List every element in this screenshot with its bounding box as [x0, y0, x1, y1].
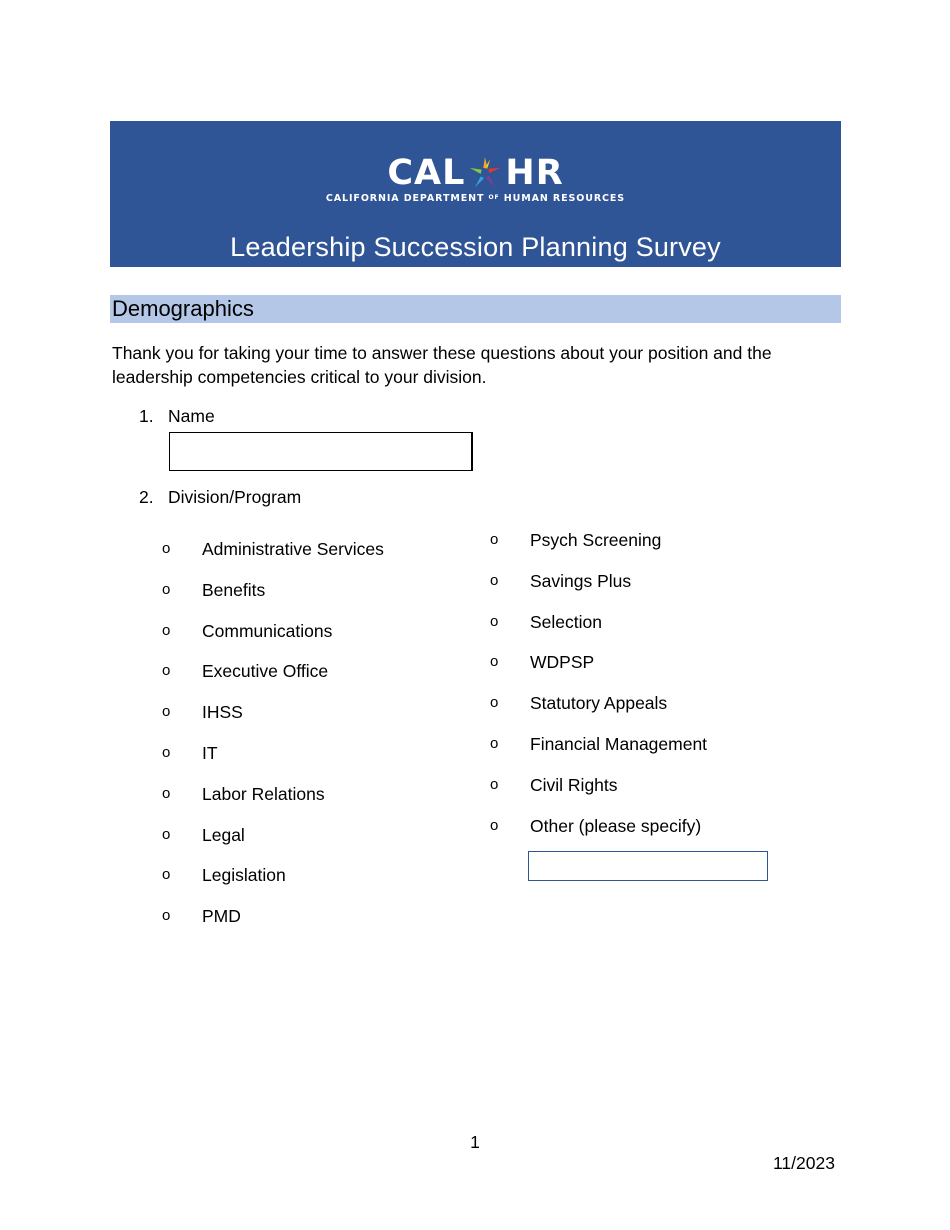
question-label-name: Name	[168, 406, 215, 426]
intro-text: Thank you for taking your time to answer these questions about your position and the leadership competencies critical to your division.	[112, 343, 772, 387]
radio-circle-icon[interactable]: o	[162, 703, 171, 721]
division-option-label: Financial Management	[530, 734, 708, 754]
division-option-label: Legislation	[202, 865, 286, 886]
radio-circle-icon[interactable]: o	[162, 907, 171, 925]
radio-circle-icon[interactable]: o	[162, 580, 171, 598]
logo-subtitle-part: HUMAN RESOURCES	[503, 193, 626, 204]
name-input[interactable]	[169, 432, 473, 471]
division-option-label: Other (please specify)	[530, 815, 702, 836]
logo-subtitle	[110, 193, 841, 204]
division-option-label: Executive Office	[202, 661, 329, 682]
logo-subtitle-part: CALIFORNIA DEPARTMENT	[325, 193, 485, 204]
logo-wordmark	[387, 153, 563, 193]
other-specify-input[interactable]	[528, 851, 768, 881]
division-option-label: IHSS	[202, 702, 243, 723]
radio-circle-icon[interactable]: o	[490, 775, 499, 793]
question-number: 2.	[139, 487, 154, 507]
radio-circle-icon[interactable]: o	[162, 621, 171, 639]
division-option-label: Civil Rights	[530, 774, 618, 795]
question-number: 1.	[139, 406, 154, 426]
division-option-label: PMD	[202, 906, 241, 927]
section-header	[110, 295, 841, 323]
radio-circle-icon[interactable]: o	[162, 784, 171, 802]
radio-circle-icon[interactable]: o	[490, 653, 499, 671]
division-option-label: Labor Relations	[202, 783, 325, 804]
footer-date: 11/2023	[773, 1153, 835, 1173]
radio-circle-icon[interactable]: o	[162, 866, 171, 884]
division-option-label: WDPSP	[530, 652, 595, 673]
radio-circle-icon[interactable]: o	[490, 531, 499, 548]
division-option-label: Selection	[530, 611, 602, 632]
section-title: Demographics	[112, 296, 254, 321]
division-option-label: Benefits	[202, 579, 266, 600]
radio-circle-icon[interactable]: o	[490, 816, 499, 834]
radio-circle-icon[interactable]: o	[490, 612, 499, 630]
division-option-label: Communications	[202, 620, 333, 641]
division-option-label: Legal	[202, 824, 245, 845]
radio-circle-icon[interactable]: o	[162, 825, 171, 843]
logo-star-icon	[468, 156, 502, 190]
radio-circle-icon[interactable]: o	[490, 735, 499, 752]
division-option-label: IT	[202, 743, 218, 763]
logo-subtitle-of: OF	[488, 194, 500, 201]
logo-wordmark-right: HR	[505, 153, 564, 193]
division-option-label: Administrative Services	[202, 539, 384, 559]
calhr-logo	[110, 153, 841, 204]
radio-circle-icon[interactable]: o	[490, 571, 499, 589]
division-option-label: Savings Plus	[530, 570, 632, 591]
radio-circle-icon[interactable]: o	[162, 540, 171, 557]
division-option-label: Psych Screening	[530, 530, 662, 550]
page-number: 1	[470, 1132, 480, 1152]
logo-wordmark-left: CAL	[387, 153, 466, 193]
question-label-division: Division/Program	[168, 487, 302, 507]
radio-circle-icon[interactable]: o	[162, 744, 171, 761]
header-banner	[110, 121, 841, 267]
radio-circle-icon[interactable]: o	[490, 694, 499, 712]
survey-title: Leadership Succession Planning Survey	[230, 232, 721, 262]
division-option-label: Statutory Appeals	[530, 693, 668, 714]
radio-circle-icon[interactable]: o	[162, 662, 171, 680]
